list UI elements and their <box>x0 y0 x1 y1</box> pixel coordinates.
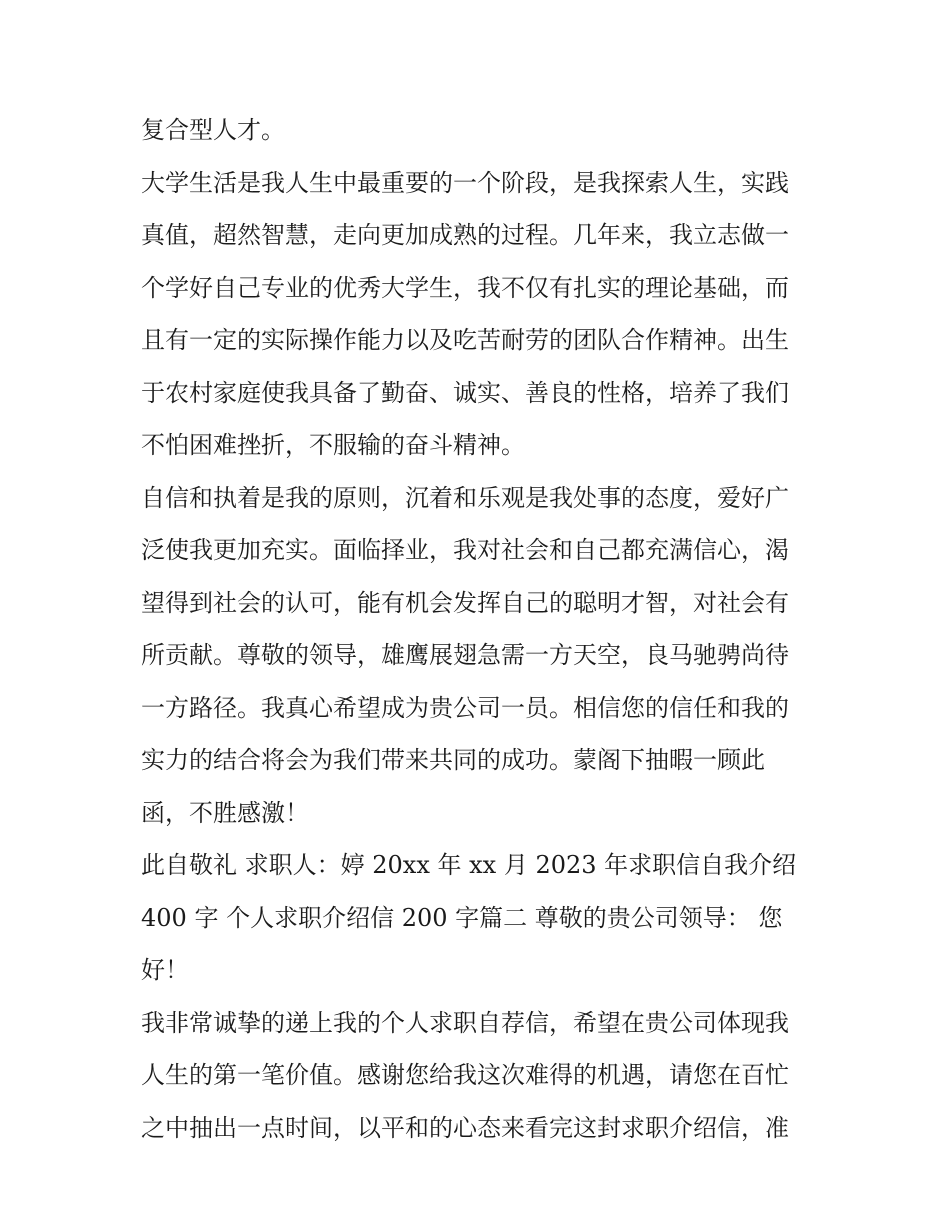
document-body <box>141 104 821 1154</box>
text-line: 所贡献。尊敬的领导，雄鹰展翅急需一方天空，良马驰骋尚待 <box>141 641 789 669</box>
text-line: 好！ <box>141 956 189 984</box>
text-line: 函，不胜感激！ <box>141 798 309 827</box>
text-line: 之中抽出一点时间，以平和的心态来看完这封求职介绍信，准 <box>141 1113 789 1142</box>
text-line: 人生的第一笔价值。感谢您给我这次难得的机遇，请您在百忙 <box>141 1061 789 1089</box>
text-line: 大学生活是我人生中最重要的一个阶段，是我探索人生，实践 <box>141 168 789 197</box>
text-line: 一方路径。我真心希望成为贵公司一员。相信您的信任和我的 <box>141 693 789 722</box>
text-line: 我非常诚挚的递上我的个人求职自荐信，希望在贵公司体现我 <box>141 1008 789 1037</box>
text-line: 望得到社会的认可，能有机会发挥自己的聪明才智，对社会有 <box>141 588 789 617</box>
text-line: 个学好自己专业的优秀大学生，我不仅有扎实的理论基础，而 <box>141 273 789 302</box>
text-line: 不怕困难挫折，不服输的奋斗精神。 <box>141 431 525 459</box>
text-line: 复合型人才。 <box>141 116 285 144</box>
text-line: 400 字 个人求职介绍信 200 字篇二 尊敬的贵公司领导： 您 <box>141 903 783 932</box>
text-line: 实力的结合将会为我们带来共同的成功。蒙阁下抽暇一顾此 <box>141 746 765 774</box>
text-line: 自信和执着是我的原则，沉着和乐观是我处事的态度，爱好广 <box>141 483 789 512</box>
text-line: 泛使我更加充实。面临择业，我对社会和自己都充满信心，渴 <box>141 536 789 564</box>
text-line: 真值，超然智慧，走向更加成熟的过程。几年来，我立志做一 <box>141 221 789 249</box>
text-line: 于农村家庭使我具备了勤奋、诚实、善良的性格，培养了我们 <box>141 378 789 407</box>
text-line: 此自敬礼 求职人：婷 20xx 年 xx 月 2023 年求职信自我介绍 <box>141 851 797 879</box>
text-line: 且有一定的实际操作能力以及吃苦耐劳的团队合作精神。出生 <box>141 326 789 354</box>
